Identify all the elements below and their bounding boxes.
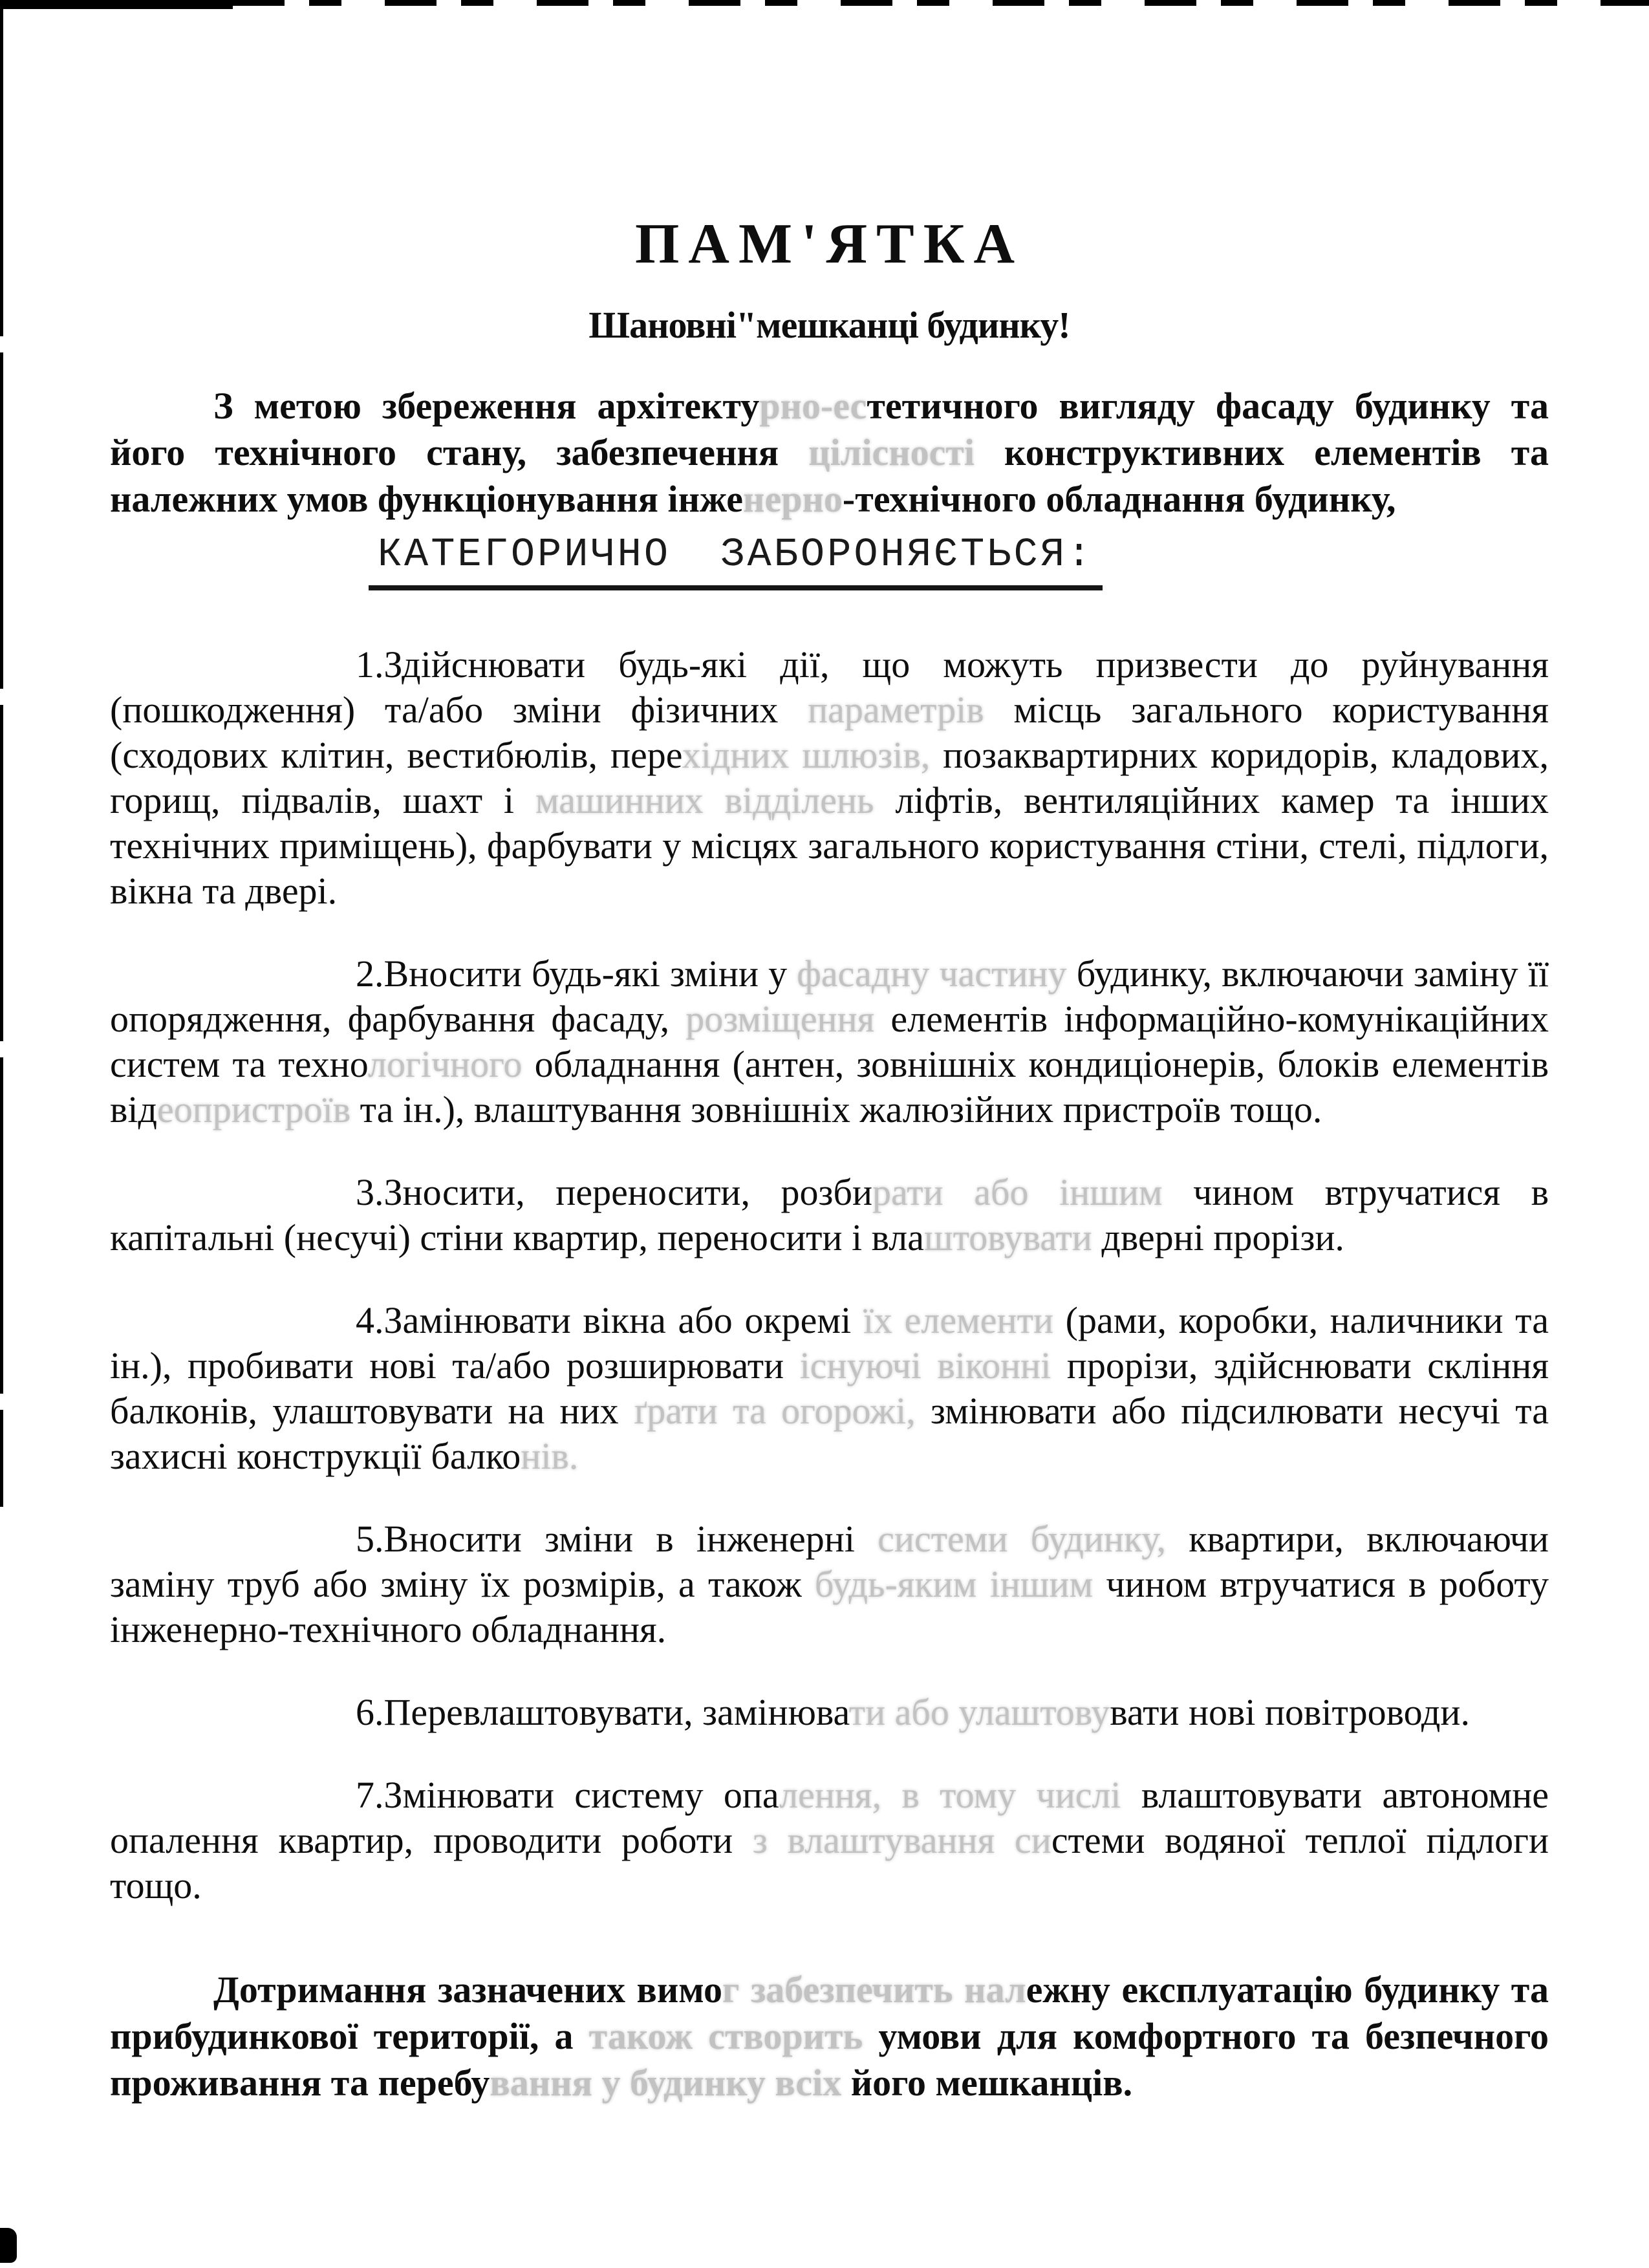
item-4-text: Замінювати вікна або окремі їх елементи (рами, коробки, наличники та ін.), пробивати нові та/або розширювати існуючі віконні прорізи, здійснювати скління балконів, улаштовувати на них ґрати та огорожі, змінювати або підсилювати несучі та захисні конструкції балконів. (110, 1299, 1549, 1477)
memo-item-7 (110, 1773, 1549, 1908)
item-7-text: Змінювати систему опалення, в тому числі влаштовувати автономне опалення квартир, проводити роботи з влаштування системи водяної теплої підлоги тощо. (110, 1773, 1549, 1906)
memo-closing: Дотримання зазначених вимог забезпечить належну експлуатацію будинку та прибудинкової території, а також створить умови для комфортного та безпечного проживання та перебування у будинку всіх його мешканців. (110, 1968, 1549, 2104)
item-4-number: 4. (356, 1299, 384, 1341)
item-7-number: 7. (356, 1773, 384, 1816)
item-3-number: 3. (356, 1171, 384, 1213)
memo-salutation: Шановні"мешканці будинку! (588, 303, 1070, 346)
item-6-number: 6. (356, 1690, 384, 1733)
item-1-text: Здійснювати будь-які дії, що можуть призвести до руйнування (пошкодження) та/або зміни фізичних параметрів місць загального користування (сходових клітин, вестибюлів, перехідних шлюзів, позаквартирних коридорів, кладових, горищ, підвалів, шахт і машинних відділень ліфтів, вентиляційних камер та інших технічних приміщень), фарбувати у місцях загального користування стіни, стелі, підлоги, вікна та двері. (110, 643, 1549, 912)
item-6-text: Перевлаштовувати, замінювати або улаштовувати нові повітроводи. (383, 1690, 1470, 1733)
item-2-text: Вносити будь-які зміни у фасадну частину будинку, включаючи заміну її опорядження, фарбування фасаду, розміщення елементів інформаційно-комунікаційних систем та технологічного обладнання (антен, зовнішніх кондиціонерів, блоків елементів відеопристроїв та ін.), влаштування зовнішніх жалюзійних пристроїв тощо. (110, 952, 1549, 1130)
memo-item-2 (110, 951, 1549, 1132)
memo-item-6 (110, 1690, 1549, 1735)
memo-title: ПАМ'ЯТКА (634, 213, 1024, 275)
memo-item-1 (110, 642, 1549, 914)
item-2-number: 2. (356, 952, 384, 995)
item-3-text: Зносити, переносити, розбирати або іншим чином втручатися в капітальні (несучі) стіни квартир, переносити і влаштовувати дверні прорізи. (110, 1171, 1549, 1258)
memo-item-4 (110, 1298, 1549, 1479)
memo-item-3 (110, 1170, 1549, 1260)
memo-item-5 (110, 1517, 1549, 1652)
prohibition-heading: КАТЕГОРИЧНО ЗАБОРОНЯЄТЬСЯ: (369, 532, 1103, 590)
prohibition-heading-wrap (110, 532, 1549, 590)
item-5-text: Вносити зміни в інженерні системи будинку, квартири, включаючи заміну труб або зміну їх розмірів, а також будь-яким іншим чином втручатися в роботу інженерно-технічного обладнання. (110, 1517, 1549, 1650)
memo-intro: З метою збереження архітектурно-естетичного вигляду фасаду будинку та його технічного стану, забезпечення цілісності конструктивних елементів та належних умов функціонування інженерно-технічного обладнання будинку, (110, 384, 1549, 520)
scan-edge-artifact-corner (0, 2228, 17, 2263)
item-5-number: 5. (356, 1517, 384, 1560)
item-1-number: 1. (356, 643, 384, 686)
